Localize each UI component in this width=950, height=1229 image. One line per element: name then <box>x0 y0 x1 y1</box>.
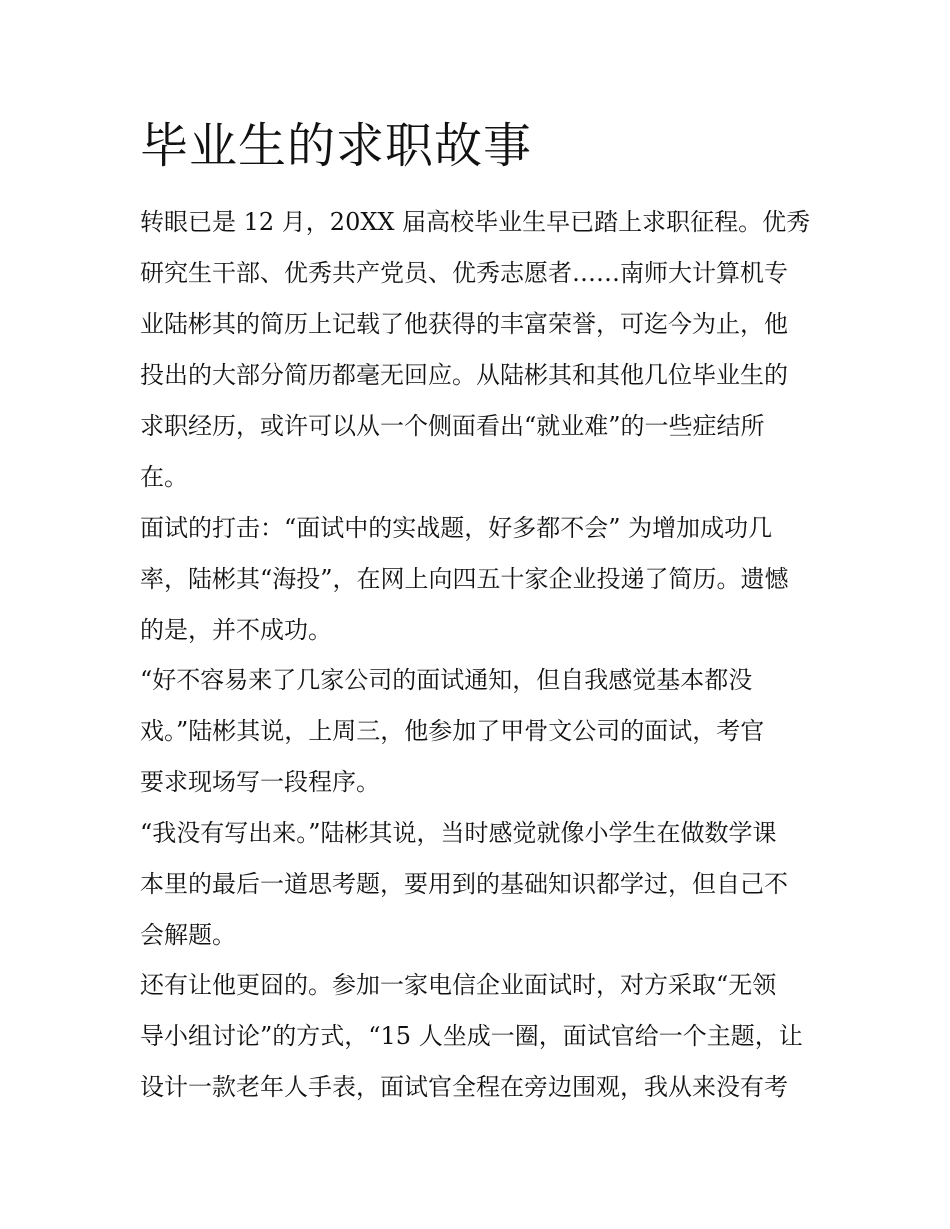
body-line: 本里的最后一道思考题，要用到的基础知识都学过，但自己不 <box>140 870 788 898</box>
body-line: 设计一款老年人手表，面试官全程在旁边围观，我从来没有考 <box>140 1073 788 1101</box>
body-line: 要求现场写一段程序。 <box>140 768 380 796</box>
body-line: 还有让他更囧的。参加一家电信企业面试时，对方采取“无领 <box>140 971 777 999</box>
body-line: 率，陆彬其“海投”，在网上向四五十家企业投递了简历。遗憾 <box>140 565 789 593</box>
body-line: “好不容易来了几家公司的面试通知，但自我感觉基本都没 <box>140 666 753 694</box>
body-line: 业陆彬其的简历上记载了他获得的丰富荣誉，可迄今为止，他 <box>140 310 788 338</box>
body-line: 的是，并不成功。 <box>140 616 332 644</box>
body-line: 研究生干部、优秀共产党员、优秀志愿者……南师大计算机专 <box>140 259 788 287</box>
document-title: 毕业生的求职故事 <box>140 118 533 174</box>
body-line: 投出的大部分简历都毫无回应。从陆彬其和其他几位毕业生的 <box>140 361 788 389</box>
body-line: 导小组讨论”的方式，“15 人坐成一圈，面试官给一个主题，让 <box>140 1022 803 1050</box>
body-line: 在。 <box>140 463 188 491</box>
body-line: 转眼已是 12 月，20XX 届高校毕业生早已踏上求职征程。优秀 <box>140 208 811 236</box>
body-line: 求职经历，或许可以从一个侧面看出“就业难”的一些症结所 <box>140 412 765 440</box>
body-line: 面试的打击：“面试中的实战题，好多都不会” 为增加成功几 <box>140 514 773 542</box>
body-line: “我没有写出来。”陆彬其说，当时感觉就像小学生在做数学课 <box>140 819 777 847</box>
body-line: 戏。”陆彬其说，上周三，他参加了甲骨文公司的面试，考官 <box>140 717 765 745</box>
body-line: 会解题。 <box>140 921 236 949</box>
